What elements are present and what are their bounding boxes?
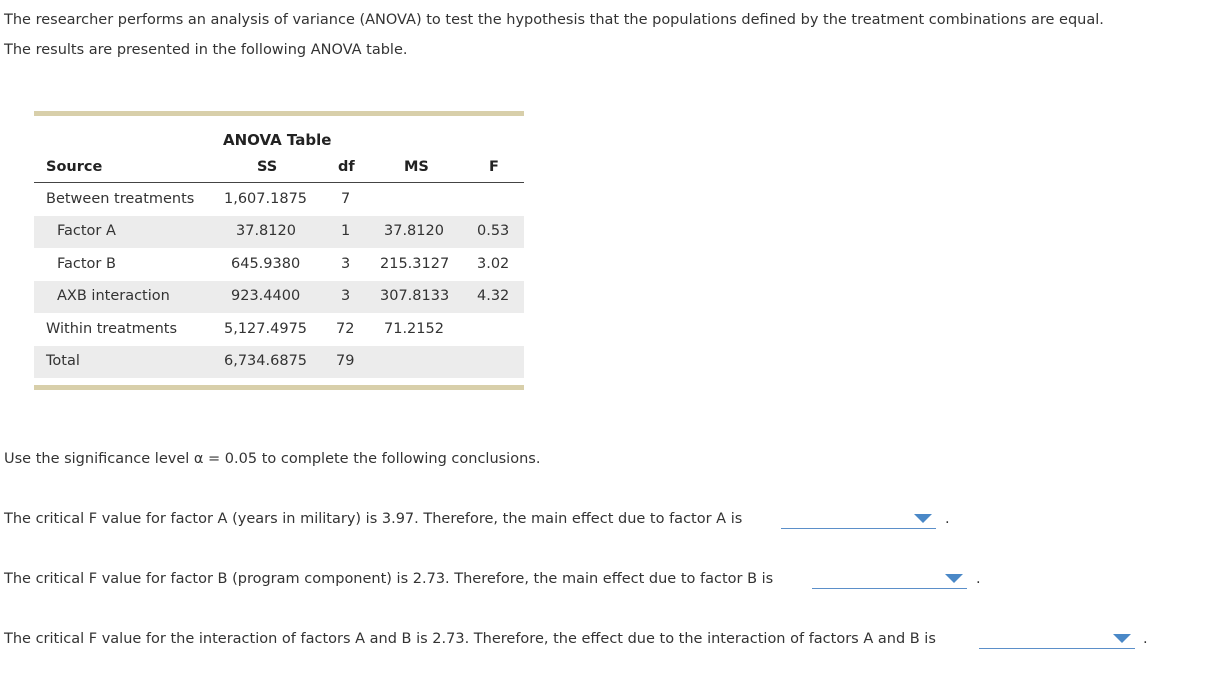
cell-df: 72	[336, 321, 355, 337]
dropdown-arrow-icon	[1113, 634, 1131, 643]
cell-source: Total	[46, 353, 80, 369]
table-row	[34, 314, 524, 346]
table-row	[34, 346, 524, 378]
cell-source: Factor B	[57, 256, 116, 272]
header-ss: SS	[257, 159, 278, 175]
question-factor-a	[4, 511, 742, 527]
cell-df: 3	[341, 288, 351, 304]
cell-df: 1	[341, 223, 351, 239]
cell-df: 3	[341, 256, 351, 272]
cell-f: 4.32	[477, 288, 510, 304]
question-factor-b	[4, 571, 773, 587]
cell-ss: 645.9380	[231, 256, 301, 272]
cell-f: 3.02	[477, 256, 510, 272]
table-bottom-bar	[34, 385, 524, 390]
table-top-bar	[34, 111, 524, 116]
cell-ms: 37.8120	[384, 223, 444, 239]
header-ms: MS	[404, 159, 429, 175]
table-row	[34, 249, 524, 281]
table-header	[34, 156, 524, 183]
factor-a-dropdown[interactable]	[781, 509, 936, 529]
intro-line-1: The researcher performs an analysis of variance (ANOVA) to test the hypothesis that the populations defined by the treatment combinations are equal.	[4, 12, 1104, 28]
cell-ss: 923.4400	[231, 288, 301, 304]
cell-ss: 6,734.6875	[224, 353, 308, 369]
cell-ss: 5,127.4975	[224, 321, 308, 337]
intro-line-2: The results are presented in the following ANOVA table.	[4, 42, 408, 58]
dropdown-arrow-icon	[945, 574, 963, 583]
cell-source: Factor A	[57, 223, 116, 239]
cell-df: 79	[336, 353, 355, 369]
cell-source: Within treatments	[46, 321, 178, 337]
cell-ss: 1,607.1875	[224, 191, 308, 207]
cell-df: 7	[341, 191, 351, 207]
question-text: The critical F value for factor B (program component) is 2.73. Therefore, the main effect due to factor B is	[4, 571, 774, 587]
cell-ms: 307.8133	[380, 288, 450, 304]
cell-source: Between treatments	[46, 191, 195, 207]
table-row	[34, 184, 524, 216]
cell-ms: 215.3127	[380, 256, 450, 272]
factor-b-dropdown[interactable]	[812, 569, 967, 589]
interaction-dropdown[interactable]	[979, 629, 1135, 649]
cell-ss: 37.8120	[236, 223, 296, 239]
question-text: The critical F value for factor A (years in military) is 3.97. Therefore, the main effect due to factor A is	[4, 511, 743, 527]
header-source: Source	[46, 159, 103, 175]
question-end: .	[976, 571, 981, 587]
cell-ms: 71.2152	[384, 321, 444, 337]
question-end: .	[945, 511, 950, 527]
cell-f: 0.53	[477, 223, 510, 239]
table-title: ANOVA Table	[223, 131, 332, 149]
question-text: The critical F value for the interaction of factors A and B is 2.73. Therefore, the effect due to the interaction of factors A and B is	[4, 631, 936, 647]
question-interaction	[4, 631, 936, 647]
anova-table	[34, 111, 524, 369]
cell-source: AXB interaction	[57, 288, 170, 304]
header-f: F	[489, 159, 499, 175]
header-df: df	[338, 159, 355, 175]
table-row	[34, 216, 524, 248]
significance-text: Use the significance level α = 0.05 to complete the following conclusions.	[4, 451, 541, 467]
table-row	[34, 281, 524, 313]
dropdown-arrow-icon	[914, 514, 932, 523]
question-end: .	[1143, 631, 1148, 647]
